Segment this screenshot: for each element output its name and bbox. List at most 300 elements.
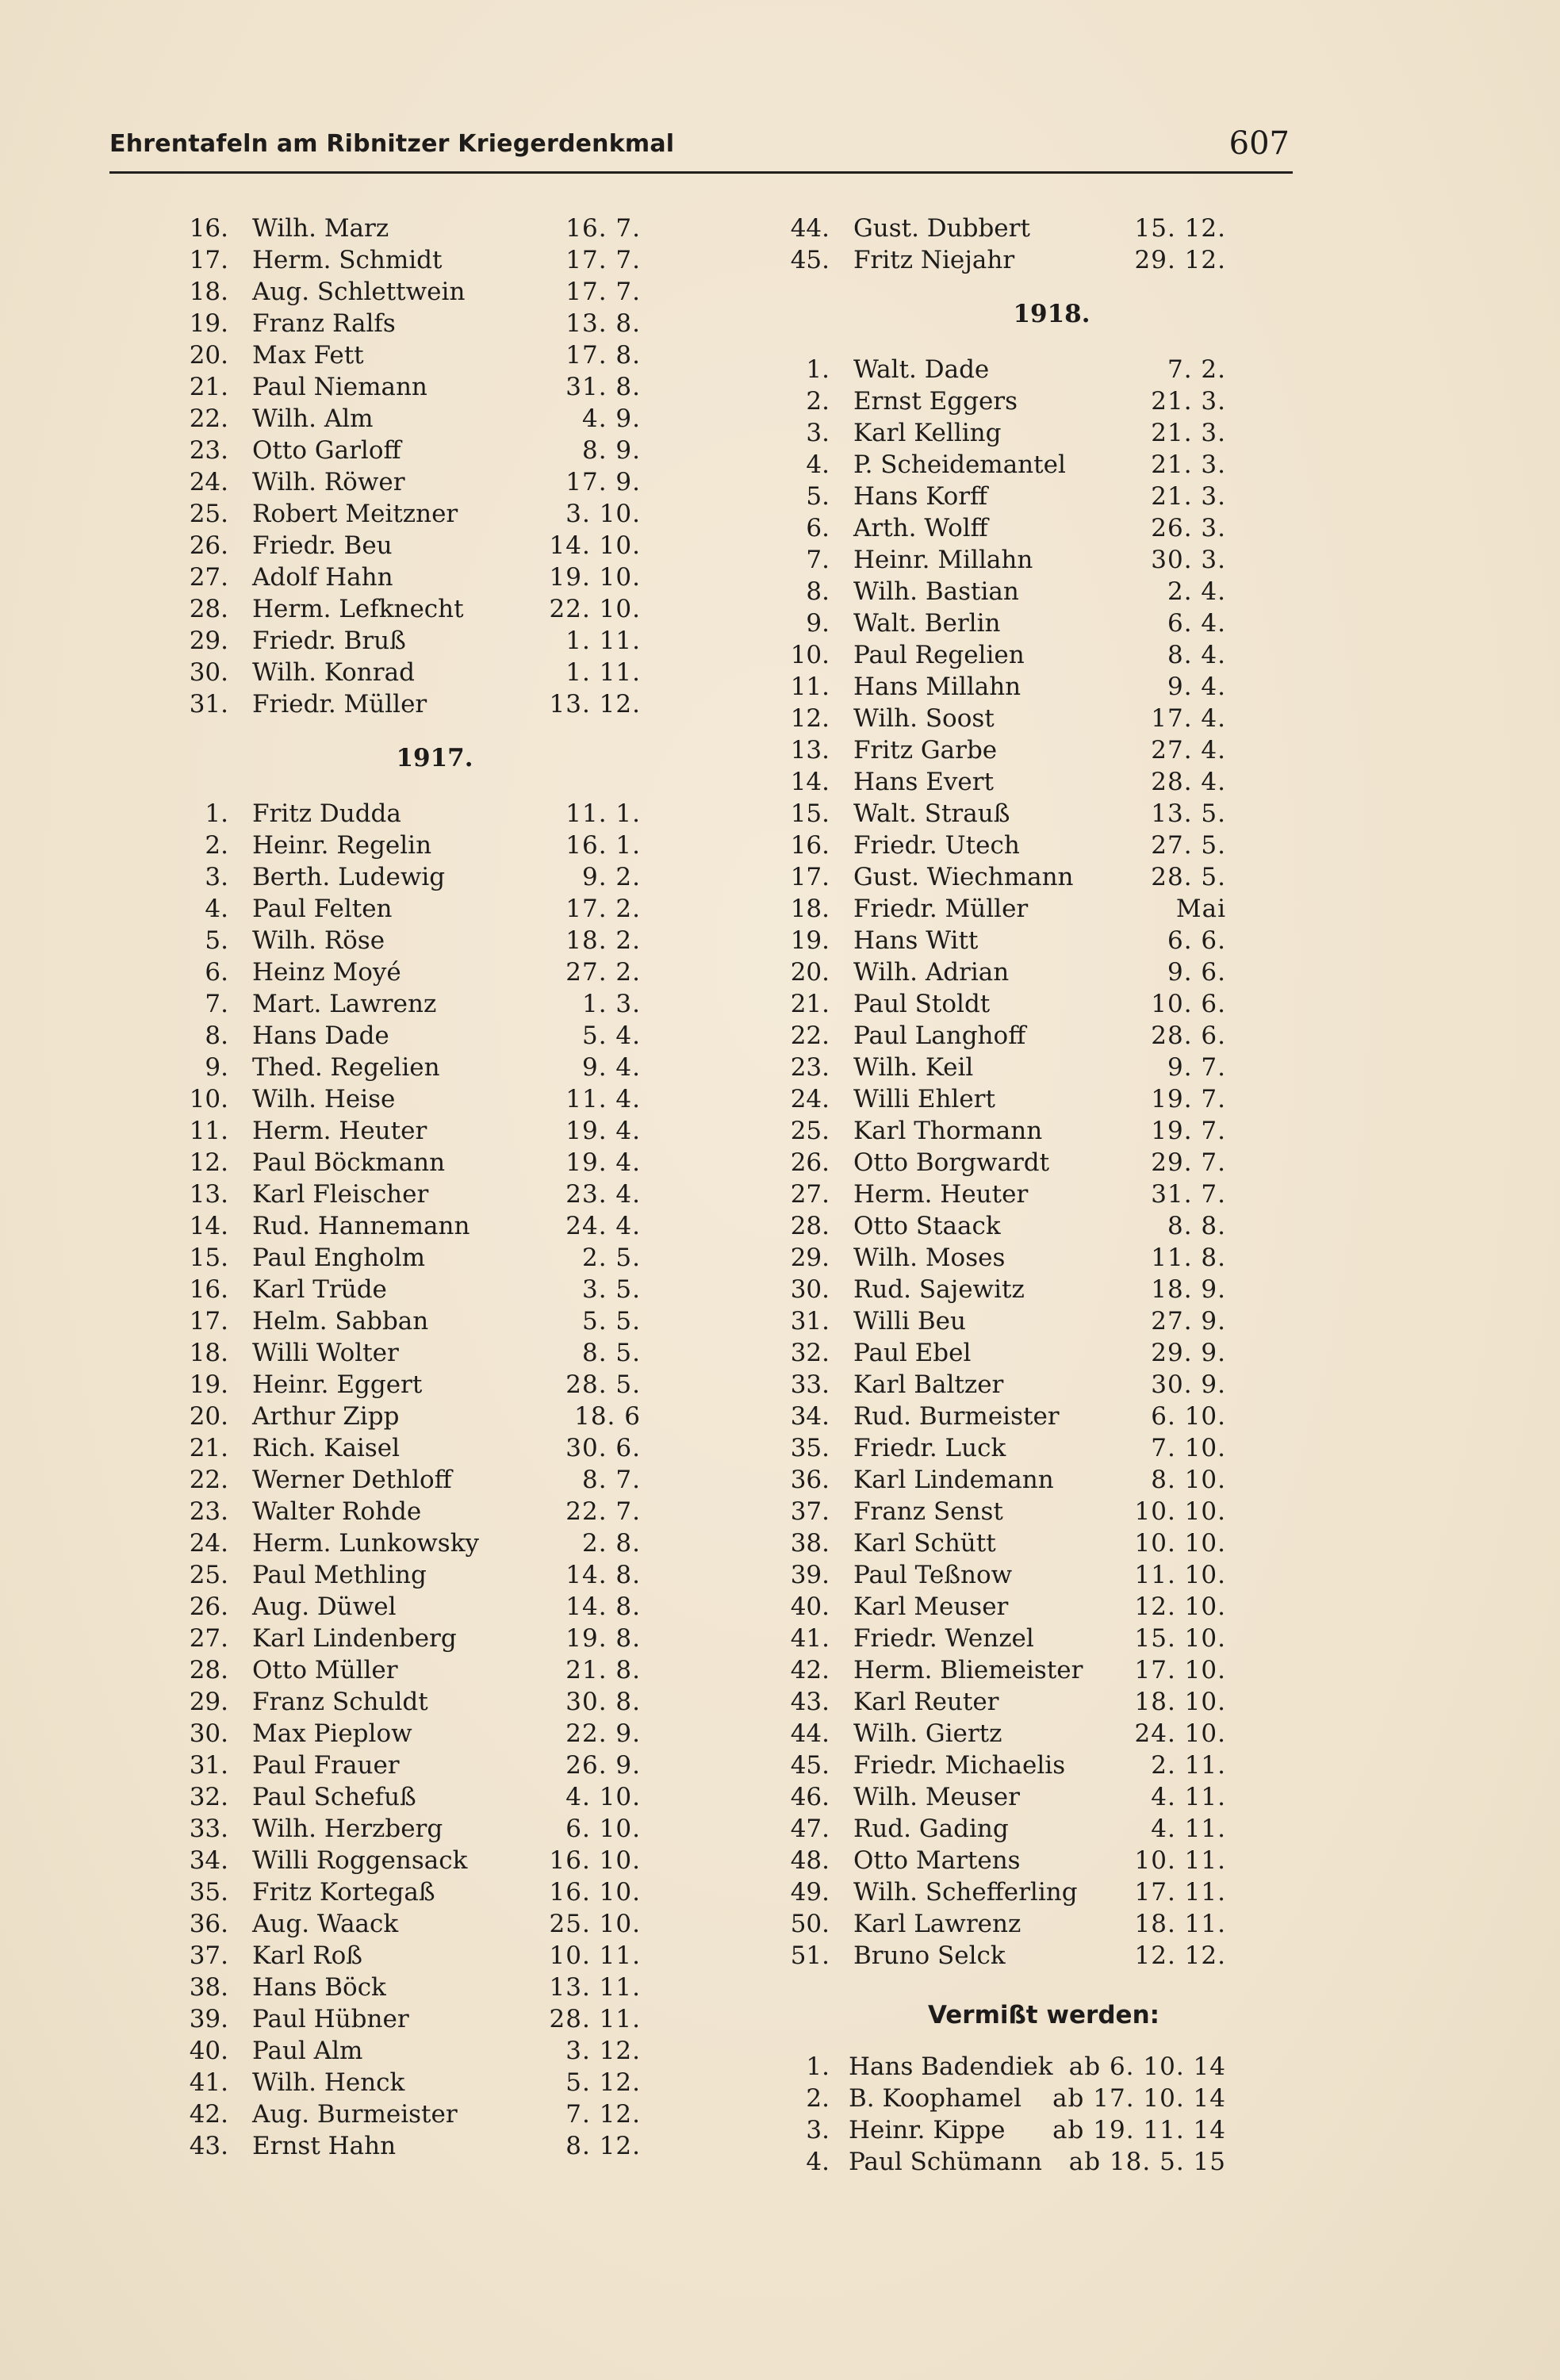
entry-number: 24. [790,1085,830,1113]
entry-number: 27. [189,1624,228,1653]
list-item [181,403,641,435]
entry-name: Otto Staack [853,1212,1001,1240]
entry-name: Karl Lawrenz [853,1910,1021,1938]
entry-number: 39. [189,2005,228,2033]
entry-name: Wilh. Meuser [853,1783,1020,1811]
entry-date: 17. 2. [565,895,641,923]
list-item [181,213,641,244]
entry-date: ab 19. 11. 14 [1052,2116,1226,2144]
entry-number: 46. [790,1783,830,1811]
list-block [782,354,1226,1972]
entry-number: 3. [205,863,228,891]
list-item [782,1020,1226,1052]
entry-date: 21. 3. [1151,387,1226,416]
list-item [782,1115,1226,1147]
list-item [782,1686,1226,1718]
entry-name: Aug. Burmeister [252,2100,458,2129]
entry-date: 29. 7. [1151,1148,1226,1177]
entry-number: 18. [189,278,228,306]
list-item [782,1591,1226,1623]
entry-date: 27. 5. [1151,831,1226,860]
entry-date: 28. 11. [549,2005,641,2033]
entry-name: Aug. Düwel [252,1592,397,1621]
entry-name: Wilh. Alm [252,404,374,433]
list-item [782,1781,1226,1813]
entry-number: 28. [189,1656,228,1684]
entry-name: Karl Kelling [853,419,1002,447]
entry-date: 9. 4. [1167,673,1226,701]
entry-name: Ernst Hahn [252,2132,397,2160]
entry-number: 5. [205,926,228,955]
entry-number: 4. [806,450,830,479]
entry-number: 38. [790,1529,830,1558]
entry-date: 28. 4. [1151,768,1226,796]
entry-name: Franz Ralfs [252,309,396,338]
entry-name: Willi Wolter [252,1339,399,1367]
entry-date: 8. 8. [1167,1212,1226,1240]
list-item [181,1305,641,1337]
entry-date: 8. 7. [581,1466,641,1494]
entry-number: 31. [189,690,228,719]
entry-name: Paul Niemann [252,373,427,401]
list-item [181,925,641,956]
entry-number: 34. [790,1402,830,1431]
list-item [782,576,1226,607]
entry-name: Paul Regelien [853,641,1025,669]
entry-name: Friedr. Beu [252,531,393,560]
list-item [181,1781,641,1813]
entry-number: 29. [189,627,228,655]
entry-name: Karl Reuter [853,1688,999,1716]
entry-date: 2. 8. [581,1529,641,1558]
entry-number: 26. [189,1592,228,1621]
entry-number: 23. [790,1053,830,1082]
entry-number: 17. [189,246,228,274]
entry-name: Fritz Dudda [252,799,401,828]
list-item [181,1908,641,1940]
entry-name: Paul Felten [252,895,393,923]
list-item [782,607,1226,639]
entry-name: Max Fett [252,341,364,370]
list-item [181,2098,641,2130]
entry-date: 1. 11. [565,658,641,687]
entry-number: 36. [790,1466,830,1494]
entry-date: 30. 8. [565,1688,641,1716]
list-item [782,354,1226,385]
entry-date: 13. 12. [549,690,641,719]
entry-name: Wilh. Schefferling [853,1878,1078,1907]
entry-date: 4. 10. [565,1783,641,1811]
entry-name: Rud. Sajewitz [853,1275,1025,1304]
entry-date: 8. 4. [1167,641,1226,669]
entry-number: 30. [189,658,228,687]
entry-date: 30. 3. [1151,546,1226,574]
entry-name: Karl Lindemann [853,1466,1054,1494]
page-number: 607 [1228,125,1290,162]
entry-date: 4. 11. [1151,1783,1226,1811]
list-item [181,1401,641,1432]
entry-name: Franz Senst [853,1497,1003,1526]
entry-name: Friedr. Müller [853,895,1029,923]
entry-number: 20. [189,1402,228,1431]
entry-name: Paul Engholm [252,1244,426,1272]
entry-name: Hans Korff [853,482,988,511]
entry-name: Otto Borgwardt [853,1148,1050,1177]
list-item [181,1940,641,1972]
entry-number: 6. [205,958,228,987]
entry-number: 32. [189,1783,228,1811]
entry-date: 16. 10. [549,1846,641,1875]
entry-number: 8. [806,577,830,606]
list-item [181,435,641,466]
entry-name: Walter Rohde [252,1497,422,1526]
entry-name: Hans Witt [853,926,979,955]
entry-number: 1. [806,2052,830,2081]
list-item [181,308,641,339]
entry-date: 19. 4. [565,1117,641,1145]
entry-name: Werner Dethloff [252,1466,452,1494]
list-item [181,2067,641,2098]
list-item [782,1337,1226,1369]
entry-number: 18. [189,1339,228,1367]
list-item [782,703,1226,734]
list-item [782,988,1226,1020]
entry-date: 16. 1. [565,831,641,860]
entry-date: ab 17. 10. 14 [1052,2084,1226,2113]
entry-name: Paul Frauer [252,1751,400,1780]
entry-date: ab 6. 10. 14 [1068,2052,1226,2081]
entry-number: 25. [189,500,228,528]
list-item [181,1242,641,1274]
entry-date: 1. 3. [581,990,641,1018]
entry-date: 14. 10. [549,531,641,560]
entry-date: 26. 3. [1151,514,1226,542]
entry-name: Rud. Burmeister [853,1402,1060,1431]
entry-number: 9. [205,1053,228,1082]
entry-date: 24. 10. [1134,1719,1226,1748]
list-item [181,1179,641,1210]
entry-number: 47. [790,1815,830,1843]
entry-number: 41. [790,1624,830,1653]
entry-name: Robert Meitzner [252,500,458,528]
entry-date: 19. 4. [565,1148,641,1177]
entry-date: 7. 2. [1167,355,1226,384]
list-item [782,244,1226,276]
entry-date: 17. 4. [1151,704,1226,733]
list-item [782,1654,1226,1686]
entry-name: Helm. Sabban [252,1307,429,1336]
list-item [181,893,641,925]
entry-date: 7. 12. [565,2100,641,2129]
entry-name: Herm. Lunkowsky [252,1529,480,1558]
entry-date: 8. 10. [1151,1466,1226,1494]
list-item [782,1623,1226,1654]
entry-name: Heinz Moyé [252,958,401,987]
entry-date: 14. 8. [565,1592,641,1621]
entry-date: 22. 9. [565,1719,641,1748]
entry-name: Karl Roß [252,1941,362,1970]
list-item [181,1115,641,1147]
entry-number: 12. [189,1148,228,1177]
entry-date: 6. 10. [565,1815,641,1843]
entry-date: 10. 6. [1151,990,1226,1018]
entry-number: 18. [790,895,830,923]
entry-number: 33. [189,1815,228,1843]
entry-date: 23. 4. [565,1180,641,1209]
entry-name: Franz Schuldt [252,1688,428,1716]
list-item [782,1432,1226,1464]
list-item [782,1242,1226,1274]
entry-name: Herm. Schmidt [252,246,443,274]
entry-number: 24. [189,1529,228,1558]
entry-date: 2. 11. [1151,1751,1226,1780]
entry-number: 20. [790,958,830,987]
entry-name: Gust. Wiechmann [853,863,1074,891]
entry-date: 6. 6. [1167,926,1226,955]
entry-date: 5. 4. [581,1021,641,1050]
entry-date: 13. 11. [549,1973,641,2002]
list-item [782,481,1226,512]
entry-number: 36. [189,1910,228,1938]
entry-number: 43. [790,1688,830,1716]
entry-date: 7. 10. [1151,1434,1226,1462]
entry-name: Paul Ebel [853,1339,972,1367]
list-item [782,449,1226,481]
entry-date: 9. 6. [1167,958,1226,987]
entry-date: 9. 7. [1167,1053,1226,1082]
entry-name: Friedr. Müller [252,690,427,719]
page-header [109,125,1293,170]
entry-name: Heinr. Kippe [849,2116,1006,2144]
entry-name: Hans Böck [252,1973,386,2002]
entry-date: 5. 12. [565,2068,641,2097]
entry-name: Wilh. Bastian [853,577,1019,606]
list-item [181,1274,641,1305]
entry-date: 21. 8. [565,1656,641,1684]
list-item [181,625,641,657]
entry-number: 33. [790,1370,830,1399]
year-heading: 1918. [1013,300,1090,328]
entry-date: 11. 10. [1134,1561,1226,1589]
entry-date: 19. 8. [565,1624,641,1653]
entry-name: Arthur Zipp [252,1402,400,1431]
entry-date: 21. 3. [1151,450,1226,479]
entry-name: Heinr. Millahn [853,546,1033,574]
entry-number: 4. [205,895,228,923]
list-item [782,512,1226,544]
entry-number: 25. [189,1561,228,1589]
entry-number: 1. [205,799,228,828]
entry-name: Willi Ehlert [853,1085,995,1113]
entry-number: 14. [189,1212,228,1240]
list-item [782,1496,1226,1527]
entry-date: 16. 10. [549,1878,641,1907]
list-item [782,213,1226,244]
entry-name: P. Scheidemantel [853,450,1066,479]
list-item [181,561,641,593]
entry-name: Karl Schütt [853,1529,996,1558]
entry-date: 5. 5. [581,1307,641,1336]
entry-name: Wilh. Soost [853,704,995,733]
list-item [181,1654,641,1686]
entry-date: 13. 8. [565,309,641,338]
list-item [181,830,641,861]
entry-date: 10. 10. [1134,1529,1226,1558]
entry-date: 27. 2. [565,958,641,987]
header-rule [109,171,1293,174]
list-item [181,2035,641,2067]
list-item [181,657,641,688]
left-column [181,213,641,2162]
entry-name: Hans Evert [853,768,995,796]
entry-number: 41. [189,2068,228,2097]
entry-date: 18. 10. [1134,1688,1226,1716]
entry-date: 1. 11. [565,627,641,655]
list-item [782,1908,1226,1940]
list-item [782,734,1226,766]
list-item [782,956,1226,988]
entry-number: 12. [790,704,830,733]
list-item [782,1464,1226,1496]
entry-name: Herm. Lefknecht [252,595,464,623]
entry-date: 16. 7. [565,214,641,243]
entry-name: Karl Lindenberg [252,1624,457,1653]
entry-number: 42. [189,2100,228,2129]
entry-date: 10. 11. [549,1941,641,1970]
entry-date: 30. 6. [565,1434,641,1462]
entry-number: 26. [790,1148,830,1177]
entry-date: 26. 9. [565,1751,641,1780]
entry-name: Fritz Garbe [853,736,998,765]
entry-date: 4. 11. [1151,1815,1226,1843]
entry-name: Herm. Heuter [252,1117,427,1145]
list-item [181,1337,641,1369]
list-item [782,385,1226,417]
entry-name: Paul Hübner [252,2005,409,2033]
entry-name: Karl Baltzer [853,1370,1004,1399]
list-item [181,1020,641,1052]
entry-date: 18. 9. [1151,1275,1226,1304]
entry-name: Willi Beu [853,1307,966,1336]
entry-date: 13. 5. [1151,799,1226,828]
entry-number: 35. [189,1878,228,1907]
entry-date: 30. 9. [1151,1370,1226,1399]
entry-number: 10. [790,641,830,669]
entry-name: Paul Schefuß [252,1783,416,1811]
entry-date: 19. 7. [1151,1117,1226,1145]
entry-name: Karl Thormann [853,1117,1043,1145]
entry-name: Karl Meuser [853,1592,1009,1621]
entry-number: 7. [205,990,228,1018]
entry-number: 45. [790,1751,830,1780]
list-item [782,1559,1226,1591]
entry-number: 31. [790,1307,830,1336]
entry-number: 2. [205,831,228,860]
entry-number: 49. [790,1878,830,1907]
entry-date: 9. 4. [581,1053,641,1082]
entry-date: 17. 9. [565,468,641,496]
entry-date: 28. 6. [1151,1021,1226,1050]
entry-name: Friedr. Bruß [252,627,406,655]
entry-date: 2. 4. [1167,577,1226,606]
entry-name: Bruno Selck [853,1941,1006,1970]
list-item [782,1845,1226,1876]
entry-number: 37. [189,1941,228,1970]
entry-number: 2. [806,2084,830,2113]
entry-number: 21. [189,1434,228,1462]
list-item [782,1210,1226,1242]
entry-name: Rich. Kaisel [252,1434,401,1462]
entry-date: 17. 8. [565,341,641,370]
entry-number: 24. [189,468,228,496]
list-item [782,1718,1226,1750]
year-heading: 1917. [396,744,473,772]
entry-name: Friedr. Wenzel [853,1624,1034,1653]
entry-number: 29. [189,1688,228,1716]
entry-date: 3. 12. [565,2037,641,2065]
entry-date: 11. 4. [565,1085,641,1113]
entry-date: 27. 9. [1151,1307,1226,1336]
entry-date: 8. 12. [565,2132,641,2160]
entry-name: Herm. Heuter [853,1180,1029,1209]
list-item [181,956,641,988]
entry-name: Heinr. Eggert [252,1370,423,1399]
entry-name: Paul Langhoff [853,1021,1026,1050]
entry-date: 9. 2. [581,863,641,891]
entry-number: 16. [189,1275,228,1304]
entry-number: 22. [790,1021,830,1050]
entry-number: 30. [790,1275,830,1304]
entry-name: Paul Schümann [849,2148,1043,2176]
list-item [181,593,641,625]
entry-date: 27. 4. [1151,736,1226,765]
entry-name: Ernst Eggers [853,387,1018,416]
entry-number: 17. [189,1307,228,1336]
entry-date: 19. 10. [549,563,641,592]
entry-date: 8. 5. [581,1339,641,1367]
list-item [181,688,641,720]
list-item [782,2146,1226,2178]
entry-number: 45. [790,246,830,274]
entry-name: Wilh. Heise [252,1085,396,1113]
entry-date: 22. 10. [549,595,641,623]
list-item [181,861,641,893]
entry-date: 17. 7. [565,246,641,274]
entry-number: 16. [790,831,830,860]
entry-date: 17. 10. [1134,1656,1226,1684]
entry-number: 44. [790,214,830,243]
entry-date: 10. 10. [1134,1497,1226,1526]
list-item [782,766,1226,798]
entry-date: 19. 7. [1151,1085,1226,1113]
entry-number: 19. [189,309,228,338]
entry-name: Karl Trüde [252,1275,387,1304]
entry-date: 28. 5. [565,1370,641,1399]
entry-number: 23. [189,436,228,465]
list-item [782,1052,1226,1083]
entry-number: 15. [790,799,830,828]
list-item [181,466,641,498]
entry-number: 42. [790,1656,830,1684]
list-item [782,861,1226,893]
entry-number: 3. [806,2116,830,2144]
entry-name: Otto Müller [252,1656,398,1684]
entry-date: 21. 3. [1151,419,1226,447]
entry-name: Walt. Berlin [853,609,1001,638]
entry-number: 51. [790,1941,830,1970]
entry-number: 2. [806,387,830,416]
list-item [782,2083,1226,2114]
